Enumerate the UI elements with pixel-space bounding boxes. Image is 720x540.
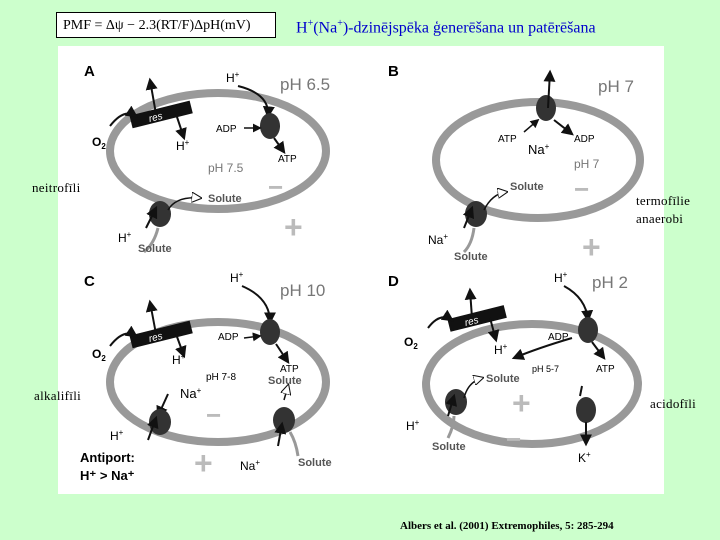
title-mid: (Na (313, 19, 338, 37)
panel-b-na-center: Na+ (528, 142, 550, 157)
panel-c-na-inside: Na+ (180, 386, 202, 401)
panel-d-h-top: H+ (554, 270, 568, 285)
panel-b-plus: + (582, 229, 601, 265)
panel-c-h-res: H+ (172, 352, 186, 367)
panel-d-adp: ADP (548, 332, 569, 343)
panel-c-res-arrow-up (150, 302, 156, 334)
panel-a-inside-ph: pH 7.5 (208, 161, 244, 175)
label-neutrophiles: neitrofīli (32, 180, 81, 195)
panel-b-solute-out-line (464, 228, 474, 252)
panel-b-solute-in: Solute (510, 181, 544, 193)
panel-b-atp-arrow (524, 120, 538, 132)
panel-a-atp: ATP (278, 154, 297, 165)
panel-d-atp: ATP (596, 364, 615, 375)
panel-c-minus: − (206, 400, 222, 430)
panel-c-outside-ph: pH 10 (280, 281, 326, 300)
panel-a-atpase (260, 113, 280, 139)
panel-b-na-bottom: Na+ (428, 232, 449, 247)
panel-d-symporter (445, 389, 467, 415)
panel-a-solute-in: Solute (208, 193, 242, 205)
panel-b-symporter (465, 201, 487, 227)
panel-c-antiport-line1: Antiport: (80, 450, 135, 465)
panel-c-o2: $O_2$ (92, 347, 106, 363)
panel-d-atp-arrow (592, 342, 604, 358)
label-thermophiles-line2: anaerobi (636, 211, 684, 226)
panel-c-inside-ph: pH 7-8 (206, 372, 237, 383)
panel-b-letter: B (388, 63, 399, 80)
panel-c-letter: C (84, 273, 95, 290)
panel-a-outside-ph: pH 6.5 (280, 75, 331, 94)
panel-d-h-arrow (564, 286, 588, 320)
diagram-svg (58, 46, 664, 494)
panel-d-h-bottom: H+ (406, 418, 420, 433)
panel-a-res-label: res (147, 110, 164, 125)
panel-b-solute-out: Solute (454, 251, 488, 263)
label-acidophiles: acidofīli (650, 396, 697, 411)
panel-b-atpase (536, 95, 556, 121)
panel-c-plus: + (194, 445, 213, 481)
panel-a-solute-out: Solute (138, 243, 172, 255)
title-sup1: + (307, 18, 314, 29)
panel-c-solute-bottom: Solute (298, 457, 332, 469)
panel-c-res-label: res (147, 330, 164, 345)
panel-c-solute-atp: Solute (268, 375, 302, 387)
panel-b-minus: − (574, 174, 590, 204)
panel-a-h-top: H+ (226, 70, 240, 85)
label-alkaliphiles: alkalifīli (34, 388, 82, 403)
panel-a-res-arrow-down (176, 114, 184, 138)
panel-c-adp: ADP (218, 332, 239, 343)
panel-d-res-label: res (463, 314, 480, 329)
title-sup2: + (337, 18, 343, 29)
panel-a-adp: ADP (216, 124, 237, 135)
panel-d-minus: − (506, 424, 522, 454)
panel-b-adp-arrow (554, 120, 572, 134)
panel-c-h-arrow (242, 286, 270, 322)
panel-c-na-bottom: Na+ (240, 458, 261, 473)
panel-c (80, 270, 332, 483)
panel-b-outside-ph: pH 7 (598, 77, 634, 96)
panel-d-inside-ph: pH 5-7 (532, 364, 560, 374)
panel-c-solute-bottom-line (290, 432, 298, 456)
panel-d-k-transporter (576, 397, 596, 423)
slide-title (296, 18, 596, 37)
panel-c-atp-arrow (276, 344, 288, 362)
panel-c-antiport-line2: H⁺ > Na⁺ (80, 468, 135, 483)
panel-a-atp-arrow (274, 138, 284, 152)
panel-a-plus: + (284, 209, 303, 245)
label-thermophiles-line1: termofīlie (636, 193, 691, 208)
panel-c-solute-atp-arrow (284, 386, 288, 400)
diagram-panel (58, 46, 664, 494)
panel-d-plus: + (512, 385, 531, 421)
panel-d-k: K+ (578, 450, 591, 465)
panel-d-letter: D (388, 273, 399, 290)
panel-a-letter: A (84, 63, 95, 80)
membrane-b (436, 102, 640, 218)
panel-c-atpase (260, 319, 280, 345)
panel-d-o2: $O_2$ (404, 335, 418, 351)
panel-c-h-top: H+ (230, 270, 244, 285)
panel-b-atp: ATP (498, 134, 517, 145)
panel-d-outside-ph: pH 2 (592, 273, 628, 292)
panel-a-h-res: H+ (176, 138, 190, 153)
panel-c-adp-arrow (244, 336, 260, 338)
panel-c-symporter (273, 407, 295, 433)
panel-a-minus: − (268, 172, 284, 202)
panel-d-solute-in-arrow (464, 378, 482, 398)
panel-b-adp: ADP (574, 134, 595, 145)
panel-a (84, 63, 330, 255)
panel-d-solute-in: Solute (486, 373, 520, 385)
panel-d-solute-out: Solute (432, 441, 466, 453)
panel-b-inside-ph: pH 7 (574, 157, 600, 171)
panel-a-o2: $O_2$ (92, 135, 106, 151)
panel-b (388, 63, 640, 265)
panel-c-atp: ATP (280, 364, 299, 375)
pmf-formula: PMF = Δψ − 2.3(RT/F)ΔpH(mV) (56, 12, 276, 38)
label-thermophiles (636, 192, 690, 228)
panel-d-atpase (578, 317, 598, 343)
title-post: )-dzinējspēka ģenerēšana un patērēšana (342, 19, 596, 37)
panel-d-return-arrow (514, 338, 572, 358)
panel-d-h-res: H+ (494, 342, 508, 357)
panel-d (388, 270, 638, 465)
membrane-a (110, 93, 326, 209)
title-pre: H (296, 19, 308, 37)
panel-a-h-bottom: H+ (118, 230, 132, 245)
citation: Albers et al. (2001) Extremophiles, 5: 285-294 (400, 520, 614, 532)
membrane-d (426, 324, 638, 444)
panel-c-h-antiport: H+ (110, 428, 124, 443)
